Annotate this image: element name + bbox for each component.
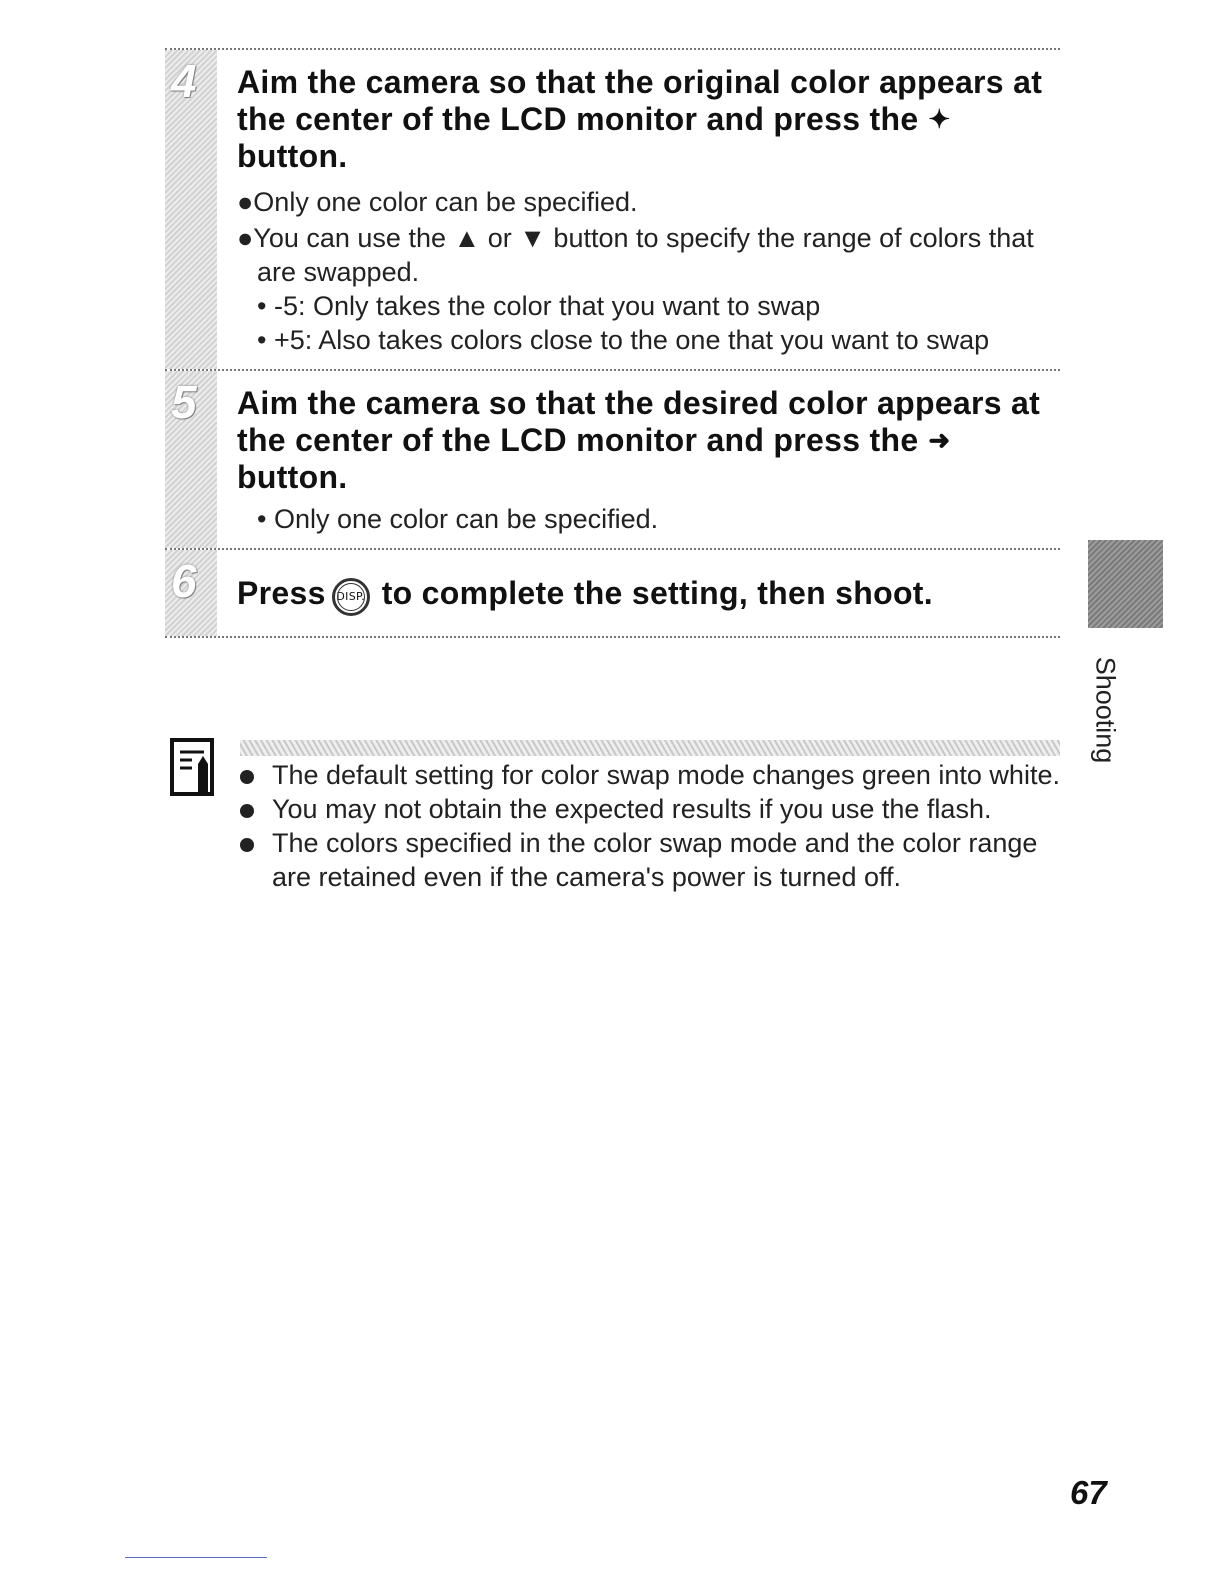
step-heading <box>237 550 1060 618</box>
note-item: The default setting for color swap mode changes green into white. <box>240 758 1060 792</box>
section-label <box>1085 640 1125 780</box>
note-bar <box>240 740 1060 756</box>
step-heading-end: button. <box>237 138 348 174</box>
sub-item: • Only one color can be specified. <box>257 504 659 534</box>
step-heading-text: Press <box>237 575 326 611</box>
bullet-item: ●You can use the ▲ or ▼ button to specify the range of colors that are swapped. <box>237 223 1034 287</box>
note-item: The colors specified in the color swap mode and the color range are retained even if the camera's power is turned off. <box>240 826 1060 894</box>
note-item: You may not obtain the expected results if you use the flash. <box>240 792 1060 826</box>
step-4 <box>165 50 1060 369</box>
note-pencil-icon <box>170 738 220 798</box>
section-label-text: Shooting <box>1090 656 1121 764</box>
step-heading-text: Aim the camera so that the original color appears at the center of the LCD monitor and press the <box>237 64 1043 137</box>
step-number-column <box>165 550 217 636</box>
step-number-column <box>165 371 217 548</box>
section-tab <box>1088 540 1163 628</box>
step-number-column <box>165 50 217 369</box>
bullet-item: ●Only one color can be specified. <box>237 187 638 217</box>
step-number: 4 <box>171 55 197 107</box>
right-arrow-icon: ➜ <box>928 425 951 455</box>
disp-button-icon: DISP. <box>332 578 370 616</box>
page-number: 67 <box>1070 1474 1107 1511</box>
footer-rule <box>125 1557 267 1558</box>
step-heading-end: button. <box>237 459 348 495</box>
step-heading <box>237 371 1060 496</box>
sub-item: • -5: Only takes the color that you want to swap <box>257 291 821 321</box>
step-heading <box>237 50 1060 175</box>
steps-list <box>165 48 1060 638</box>
step-heading-text: Aim the camera so that the desired color appears at the center of the LCD monitor and press the <box>237 385 1041 458</box>
step-6 <box>165 550 1060 636</box>
notes-list <box>240 758 1060 894</box>
sub-item: • +5: Also takes colors close to the one that you want to swap <box>257 325 990 355</box>
step-heading-end: to complete the setting, then shoot. <box>381 575 933 611</box>
step-number: 5 <box>171 376 197 428</box>
step-5 <box>165 371 1060 548</box>
divider <box>165 636 1060 638</box>
step-number: 6 <box>171 555 197 607</box>
left-arrow-icon: ✦ <box>928 104 951 134</box>
